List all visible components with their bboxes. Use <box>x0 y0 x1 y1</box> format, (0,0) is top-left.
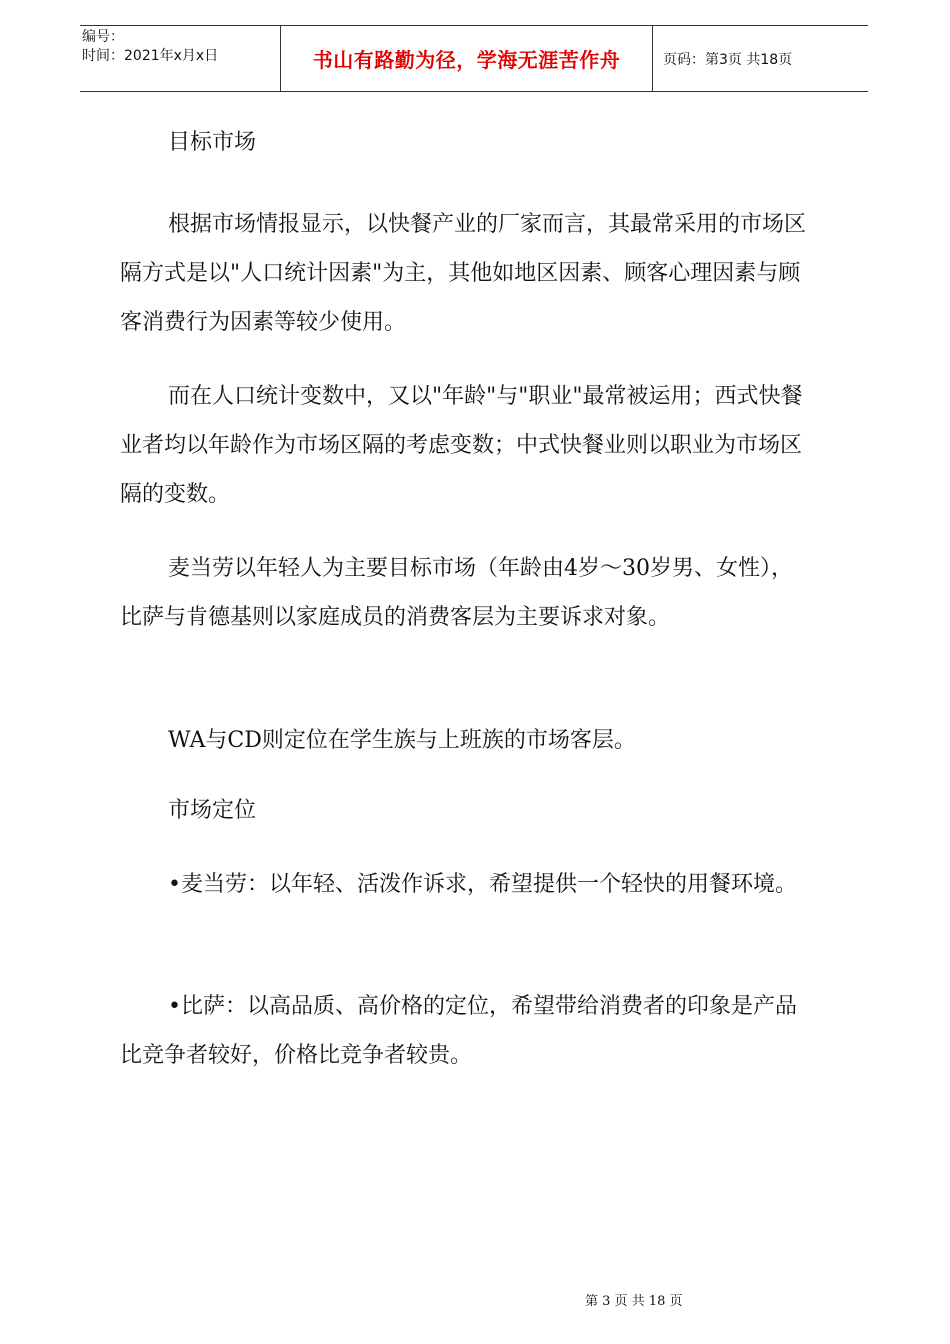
paragraph-segmentation-overview: 根据市场情报显示，以快餐产业的厂家而言，其最常采用的市场区隔方式是以"人口统计因素"为主，其他如地区因素、顾客心理因素与顾客消费行为因素等较少使用。 <box>120 212 807 335</box>
document-header <box>80 25 868 92</box>
header-page-label: 页码：第3页 共18页 <box>663 51 793 68</box>
paragraph-target-customers: 麦当劳以年轻人为主要目标市场（年龄由4岁～30岁男、女性），比萨与肯德基则以家庭成员的消费客层为主要诉求对象。 <box>120 556 793 630</box>
header-time-label: 时间：2021年x月x日 <box>82 48 219 64</box>
section-heading-market-positioning: 市场定位 <box>168 798 257 823</box>
bullet-pizza: •比萨：以高品质、高价格的定位，希望带给消费者的印象是产品比竞争者较好，价格比竞争者较贵。 <box>120 994 797 1068</box>
paragraph-wa-cd-positioning: WA与CD则定位在学生族与上班族的市场客层。 <box>168 728 636 753</box>
header-motto: 书山有路勤为径，学海无涯苦作舟 <box>280 26 653 91</box>
paragraph-demographic-variables: 而在人口统计变数中，又以"年龄"与"职业"最常被运用；西式快餐业者均以年龄作为市场区隔的考虑变数；中式快餐业则以职业为市场区隔的变数。 <box>120 384 803 507</box>
header-meta-cell <box>80 26 280 91</box>
bullet-mcdonalds: •麦当劳：以年轻、活泼作诉求，希望提供一个轻快的用餐环境。 <box>168 872 797 897</box>
header-number-label: 编号： <box>82 29 124 45</box>
section-heading-target-market: 目标市场 <box>168 130 257 155</box>
footer-page-number: 第 3 页 共 18 页 <box>585 1294 683 1309</box>
